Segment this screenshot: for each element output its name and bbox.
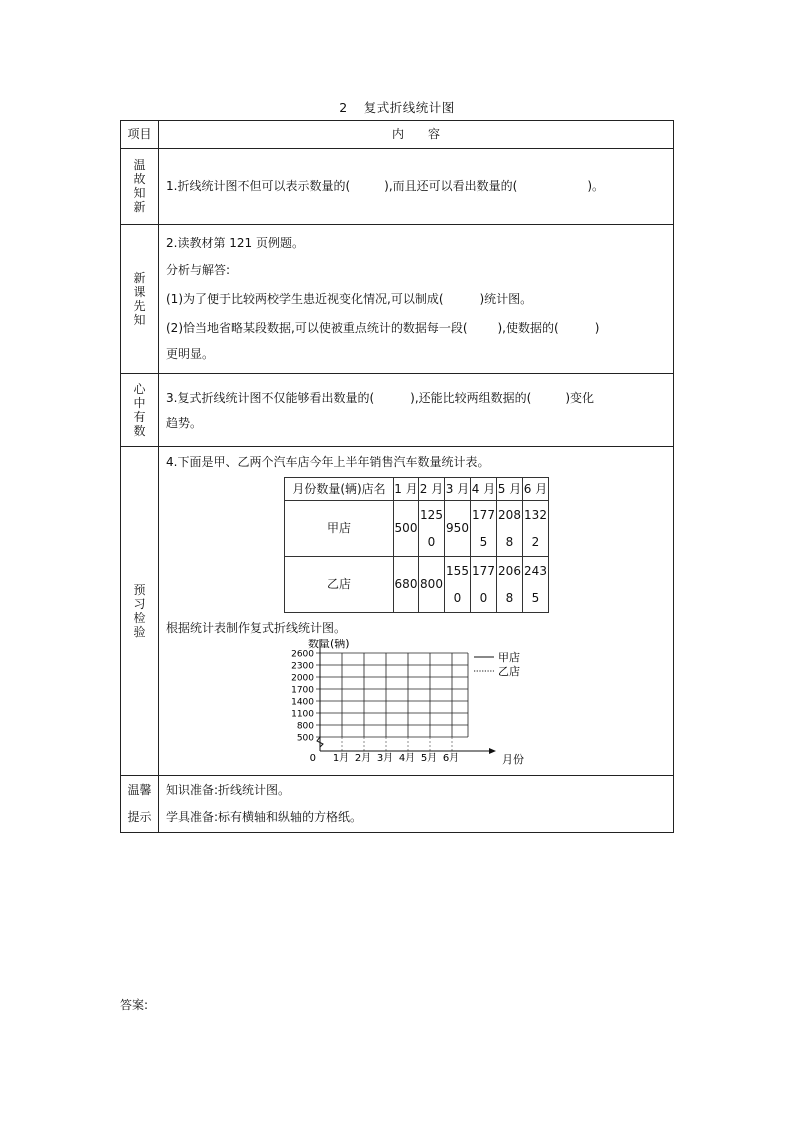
header-row: [121, 121, 674, 149]
y-tick-label: 2300: [291, 661, 314, 672]
month-header: 5 月: [497, 478, 523, 501]
sales-row-yi: [285, 557, 549, 613]
x-tick-label: 2月: [354, 753, 372, 764]
store-name: 乙店: [285, 557, 394, 613]
y-axis-label: 数量(辆): [308, 639, 350, 650]
chart-svg[interactable]: [286, 639, 626, 767]
y-tick-label: 2600: [291, 649, 314, 660]
tip-knowledge: 知识准备:折线统计图。: [166, 783, 291, 797]
value-cell: 1550: [445, 557, 471, 613]
question-2: 2.读教材第 121 页例题。: [166, 236, 304, 250]
value-cell: 1770: [471, 557, 497, 613]
month-header: 4 月: [471, 478, 497, 501]
tip-tools: 学具准备:标有横轴和纵轴的方格纸。: [166, 810, 363, 824]
value-cell: 2088: [497, 501, 523, 557]
question-2-2-cont: 更明显。: [166, 347, 215, 361]
x-tick-label: 3月: [376, 753, 394, 764]
label-xinzhong: 心中有数: [133, 381, 146, 438]
section-yuxi: [121, 447, 674, 776]
label-wengu: 温故知新: [133, 158, 146, 214]
answer-label: 答案:: [120, 998, 149, 1012]
section-wenxin: [121, 776, 674, 833]
question-2-2: (2)恰当地省略某段数据,可以使被重点统计的数据每一段( ),使数据的( ): [166, 321, 600, 335]
analysis-label: 分析与解答:: [166, 263, 231, 277]
corner-cell: 月份数量(辆)店名: [285, 478, 394, 501]
month-header: 3 月: [445, 478, 471, 501]
question-4: 4.下面是甲、乙两个汽车店今年上半年销售汽车数量统计表。: [166, 455, 490, 469]
legend-label: 乙店: [498, 665, 520, 678]
y-tick-label: 1400: [291, 697, 314, 708]
value-cell: 1775: [471, 501, 497, 557]
header-item: 项目: [121, 121, 159, 149]
value-cell: 950: [445, 501, 471, 557]
value-cell: 1250: [419, 501, 445, 557]
value-cell: 1322: [523, 501, 549, 557]
title-text: 复式折线统计图: [363, 100, 455, 115]
x-tick-label: 6月: [442, 753, 460, 764]
value-cell: 2068: [497, 557, 523, 613]
sales-table: [284, 477, 549, 613]
section-xinzhong: [121, 374, 674, 447]
section-xinke: [121, 225, 674, 374]
x-tick-label: 5月: [420, 753, 438, 764]
line-chart-grid[interactable]: [286, 639, 626, 767]
legend-label: 甲店: [498, 651, 520, 664]
label-wenxin-1: 温馨: [127, 783, 152, 797]
section-wengu: [121, 149, 674, 225]
x-axis-arrow: [489, 748, 496, 754]
y-tick-label: 2000: [291, 673, 314, 684]
y-tick-label: 800: [296, 721, 314, 732]
x-tick-label: 1月: [332, 753, 350, 764]
y-tick-label: 1700: [291, 685, 314, 696]
question-3: 3.复式折线统计图不仅能够看出数量的( ),还能比较两组数据的( )变化: [166, 391, 595, 405]
origin-label: 0: [309, 753, 316, 764]
month-header: 1 月: [394, 478, 419, 501]
label-xinke: 新课先知: [133, 270, 146, 327]
question-1: 1.折线统计图不但可以表示数量的( ),而且还可以看出数量的( )。: [166, 179, 605, 193]
label-wenxin-2: 提示: [127, 810, 152, 824]
label-yuxi: 预习检验: [133, 582, 146, 639]
sales-header-row: [285, 478, 549, 501]
x-tick-label: 4月: [398, 753, 416, 764]
worksheet-table: [120, 120, 674, 833]
store-name: 甲店: [285, 501, 394, 557]
value-cell: 500: [394, 501, 419, 557]
month-header: 2 月: [419, 478, 445, 501]
y-tick-label: 500: [296, 733, 314, 744]
month-header: 6 月: [523, 478, 549, 501]
chart-instruction: 根据统计表制作复式折线统计图。: [166, 621, 347, 635]
sales-row-jia: [285, 501, 549, 557]
title-number: 2: [339, 100, 348, 115]
x-axis-label: 月份: [502, 753, 524, 766]
y-tick-label: 1100: [291, 709, 314, 720]
value-cell: 680: [394, 557, 419, 613]
question-3-cont: 趋势。: [166, 416, 203, 430]
header-content: 内 容: [159, 121, 674, 149]
value-cell: 2435: [523, 557, 549, 613]
value-cell: 800: [419, 557, 445, 613]
question-2-1: (1)为了便于比较两校学生患近视变化情况,可以制成( )统计图。: [166, 292, 533, 306]
page-title: [120, 98, 674, 116]
